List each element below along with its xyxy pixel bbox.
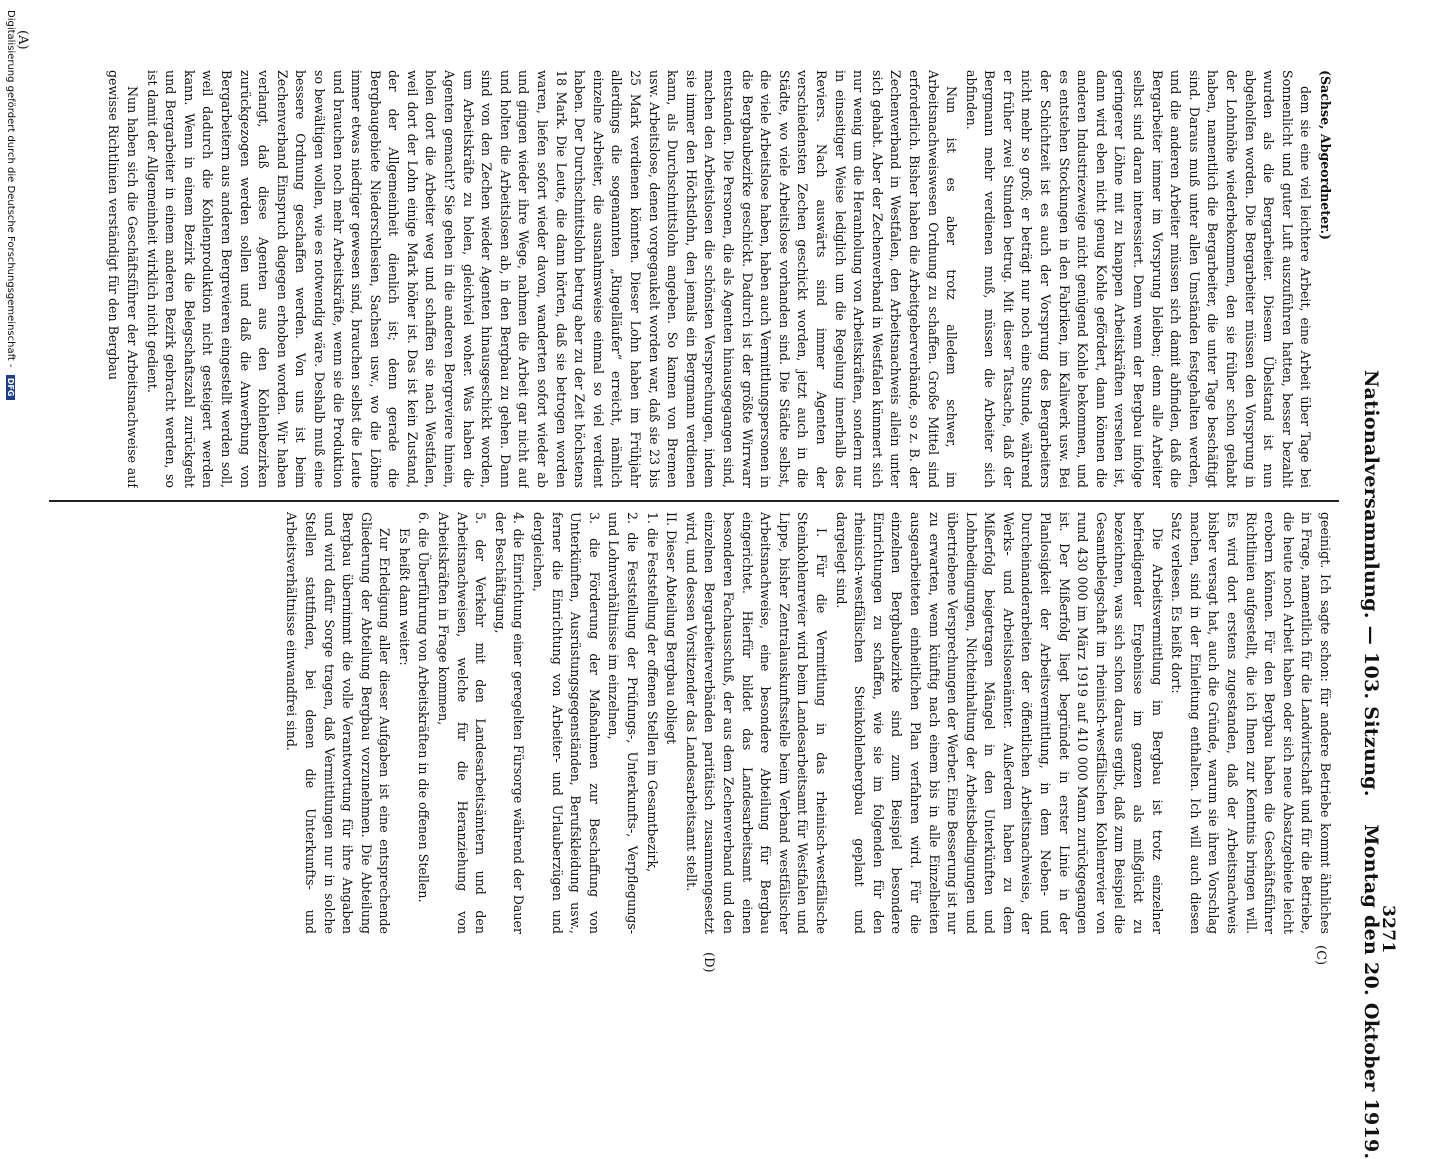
list-item: 2. die Feststellung der Prüfungs-, Unterkunfts-, Verpflegungs- und Lohnverhältnisse im einzelnen, [606, 512, 641, 934]
list-item: 1. die Feststellung der offenen Stellen im Gesamtbezirk, [644, 512, 660, 873]
list-item: 5. der Verkehr mit den Landesarbeitsämtern und den Arbeitsnachweisen, welche für die Heranziehung von Arbeitskräften in Frage kommen, [436, 512, 489, 934]
right-paragraph-section-one: I. Für die Vermittlung in das rheinisch-westfälische Steinkohlenrevier wird beim Landesarbeitsamt für Westfalen und Lippe, bisher Zentralauskunftsstelle beim Verband westfälischer Arbeitsnachweise, eine besondere Abteilung für Bergbau eingerichtet. Hierfür bildet das Landesarbeitsamt einen besonderen Fachausschuß, der aus dem Zechenverband und den einzelnen Bergarbeiterverbänden paritätisch zusammengesetzt wird, und dessen Vorsitzender das Landesarbeitsamt stellt. [683, 512, 829, 934]
right-closing-quote: Zur Erledigung aller dieser Aufgaben ist eine entsprechende Gliederung der Abteilung Bergbau vorzunehmen. Die Abteilung Bergbau übernimmt die volle Verantwortung für ihre Angaben und wird dafür Sorge tragen, daß Vermittlungen nur in solche Stellen stattfinden, bei denen die Unterkunfts- und Arbeitsverhältnisse einwandfrei sind. [284, 512, 393, 934]
column-divider [49, 500, 1339, 502]
duties-list [414, 512, 661, 934]
header-session-text: Nationalversammlung. — 103. Sitzung. [1360, 370, 1382, 797]
left-paragraph: dem sie eine viel leichtere Arbeit, eine Arbeit über Tage bei Sonnenlicht und guter Luft auszuführen hatten, besser bezahlt wurden als die Bergarbeiter. Diesem Übelstand ist nun abgeholfen worden. Die Bergarbeiter müssen den Vorsprung in der Lohnhöhe wiederbekommen, den sie früher schon gehabt haben, namentlich die Bergarbeiter, die unter Tage beschäftigt sind. Daraus muß unter allen Umständen festgehalten werden, und die anderen Arbeiter müssen sich damit abfinden, daß die Bergarbeiter immer im Vorsprung bleiben; denn alle Arbeiter selbst sind daran interessiert. Denn wenn der Bergbau infolge geringerer Löhne mit zu knappen Arbeitskräften versehen ist, dann wird eben nicht genug Kohle gefördert, dann können die anderen Industriezweige nicht genügend Kohle bekommen, und es entstehen Stockungen in den Fabriken, im Kaliwerk usw. Bei der Schichtzeit ist es auch der Vorsprung des Bergarbeiters nicht mehr so groß; er beträgt nur noch eine Stunde, während er früher zwei Stunden betrug. Mit dieser Tatsache, daß der Bergmann mehr verdienen muß, müssen die Arbeiter sich abfinden. [963, 70, 1314, 488]
right-paragraph: geeinigt. Ich sagte schon: für andere Betriebe kommt ähnliches in Frage, namentlich für die Landwirtschaft und für die Betriebe, die heute noch Arbeit haben oder sich neue Absatzgebiete leicht erobern können. Für den Bergbau haben die Geschäftsführer Richtlinien aufgestellt, die ich Ihnen zur Kenntnis bringen will. Es wird dort erstens zugestanden, daß der Arbeitsnachweis bisher versagt hat, auch die Gründe, warum sie ihren Vorschlag machen, sind in der Einleitung enthalten. Ich will auch diesen Satz verlesen. Es heißt dort: [1169, 512, 1333, 934]
right-paragraph-section-two: II. Dieser Abteilung Bergbau obliegt [664, 512, 680, 745]
left-paragraph: Nun haben sich die Geschäftsführer der Arbeitsnachweise auf gewisse Richtlinien verständigt für den Bergbau [106, 70, 140, 488]
right-paragraph-quote: Die Arbeitsvermittlung im Bergbau ist trotz einzelner befriedigender Ergebnisse im ganzen als mißglückt zu bezeichnen, was sich schon daraus ergibt, daß zum Beispiel die Gesamtbelegschaft im rheinisch-westfälischen Kohlenrevier von rund 430 000 im März 1919 auf 410 000 Mann zurückgegangen ist. Der Mißerfolg liegt begründet in erster Linie in der Planlosigkeit der Arbeitsvermittlung, in dem Neben- und Durcheinanderarbeiten der öffentlichen Arbeitsnachweise, der Werks- und Arbeitslosenämter. Außerdem haben zu dem Mißerfolg beigetragen Mängel in den Unterkünften und Lohnbedingungen, Nichteinhaltung der Arbeitsbedingungen und übertriebene Versprechungen der Werber. Eine Besserung ist nur zu erwarten, wenn künftig nach einem bis in alle Einzelheiten ausgearbeiteten einheitlichen Plan verfahren wird. Für die einzelnen Bergbaubezirke sind zum Beispiel besondere Einrichtungen zu schaffen, wie sie im folgenden für den rheinisch-westfälischen Steinkohlenbergbau geplant und dargelegt sind. [833, 512, 1165, 934]
digitization-text: Digitalisierung gefördert durch die Deutsche Forschungsgemeinschaft - [5, 10, 16, 368]
page-number: 3271 [1378, 905, 1398, 954]
list-item: 4. die Einrichtung einer geregelten Fürsorge während der Dauer der Beschäftigung, [492, 512, 527, 934]
header-date: Montag den 20. Oktober 1919. [1360, 824, 1382, 1159]
list-item: 3. die Förderung der Maßnahmen zur Beschaffung von Unterkünften, Ausrüstungsgegenständen, Berufskleidung usw., ferner die Einrichtung von Arbeiter- und Urlauberzügen und dergleichen, [531, 512, 602, 934]
left-paragraph: Nun ist es aber trotz alledem schwer, im Arbeitsnachweiswesen Ordnung zu schaffen. Große Mittel sind erforderlich. Bisher haben die Arbeitgeberverbände, so z. B. der Zechenverband in Westfalen, den Arbeitsnachweis allein unter sich gehabt. Aber der Zechenverband in Westfalen kümmert sich nur wenig um die Heranholung von Arbeitskräften, sondern nur in einseitiger Weise lediglich um die Regelung innerhalb des Reviers. Nach auswärts sind immer Agenten der verschiedensten Zechen geschickt worden, jetzt auch in die Städte, wo viele Arbeitslose vorhanden sind. Die Städte selbst, die viele Arbeitslose haben, haben auch Vermittlungspersonen in die Bergbaubezirke geschickt. Dadurch ist der größte Wirrwarr entstanden. Die Personen, die als Agenten hinausgegangen sind, machen den Arbeitslosen die schönsten Versprechungen, indem sie immer den Höchstlohn, den jemals ein Bergmann verdienen kann, als Durchschnittslohn angeben. So kamen von Bremen usw. Arbeitslose, denen vorgegaukelt worden war, daß sie 23 bis 25 Mark verdienen könnten. Dieser Lohn haben im Frühjahr allerdings die sogenannten „Ringelläufer“ erreicht, nämlich einzelne Arbeiter, die ausnahmsweise einmal so viel verdient haben. Der Durchschnittslohn betrug aber zu der Zeit höchstens 18 Mark. Die Leute, die dann hörten, daß sie betrogen worden waren, liefen sofort wieder davon, wanderten sofort wieder ab und gingen wieder ihre Wege, nahmen die Arbeit gar nicht auf und holten die Arbeitslosen ab, in den Bergbau zu gehen. Dann sind von den Zechen wieder Agenten hinausgeschickt worden, um Arbeitskräfte zu holen, gleichviel woher. Was haben die Agenten gemacht? Sie gehen in die anderen Bergreviere hinein, holen dort die Arbeiter weg und schaffen sie nach Westfalen, weil dort der Lohn einige Mark höher ist. Das ist kein Zustand, der der Allgemeinheit dienlich ist; denn gerade die Bergbaugebiete Niederschlesien, Sachsen usw., wo die Löhne immer etwas niedriger gewesen sind, brauchen selbst die Leute und brauchen noch mehr Arbeitskräfte, wenn sie die Produktion so bewältigen wollen, wie es notwendig wäre. Deshalb muß eine bessere Ordnung geschaffen werden. Von uns ist beim Zechenverband Einspruch dagegen erhoben worden. Wir haben verlangt, daß diese Agenten aus den Kohlenbezirken zurückgezogen werden sollen und daß die Anwerbung von Bergarbeitern aus anderen Bergrevieren eingestellt werden soll, weil dadurch die Kohlenproduktion nicht gesteigert werden kann. Wenn in einem Bezirk die Belegschaftszahl zurückgeht und Bergarbeiter in einem anderen Bezirk gebracht werden, so ist damit der Allgemeinheit wirklich nicht gedient. [144, 70, 960, 488]
digitization-note [5, 10, 16, 1000]
list-item: 6. die Überführung von Arbeitskräften in die offenen Stellen. [416, 512, 432, 903]
right-column [54, 512, 1334, 934]
margin-marker-d: (D) [701, 952, 716, 973]
margin-marker-a: (A) [15, 30, 30, 50]
margin-marker-c: (C) [1313, 945, 1328, 966]
left-column [54, 70, 1334, 488]
dfg-logo-badge: DFG [6, 375, 15, 400]
right-closing-intro: Es heißt dann weiter: [396, 528, 412, 666]
speaker-label: (Sachse, Abgeordneter.) [1318, 70, 1333, 240]
header-session [1342, 370, 1382, 1159]
